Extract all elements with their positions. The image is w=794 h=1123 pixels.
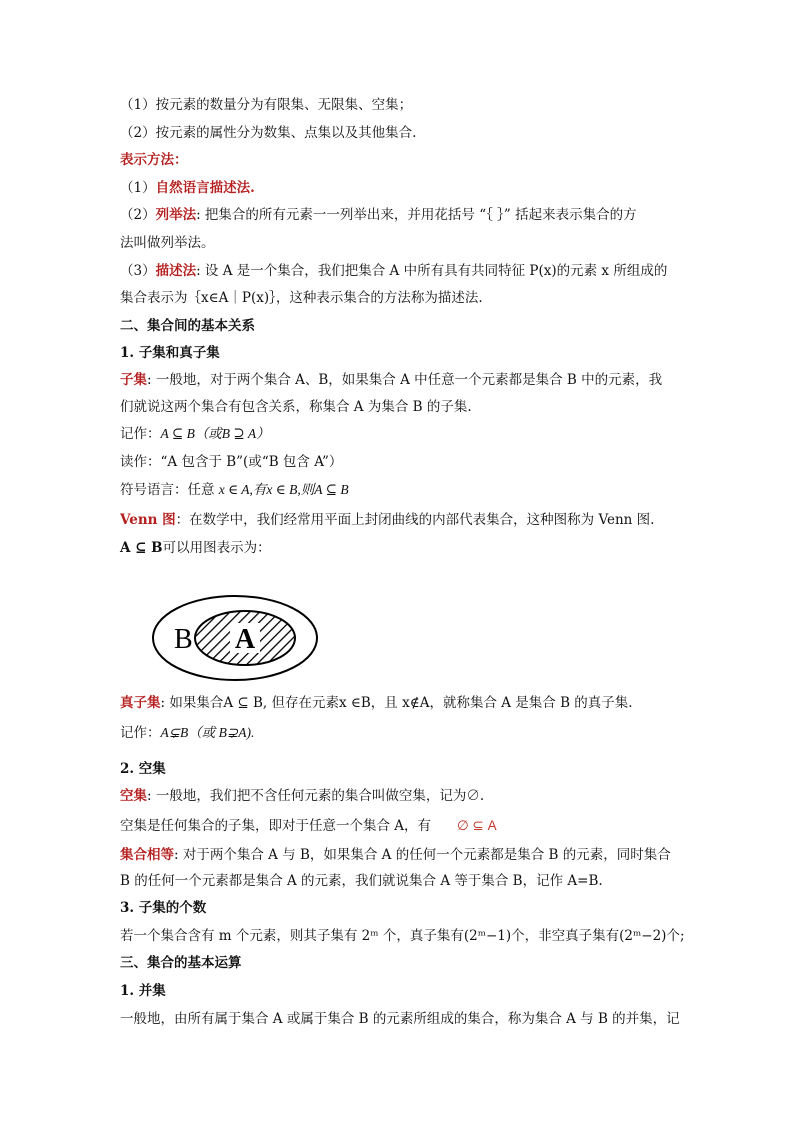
subsection-heading: 2. 空集	[120, 761, 166, 777]
definition: : 设 A 是一个集合，我们把集合 A 中所有具有共同特征 P(x)的元素 x 所组成的	[196, 263, 668, 279]
subsection-heading: 1. 并集	[120, 983, 166, 999]
label: 记作：	[120, 725, 161, 741]
section-heading: 表示方法：	[120, 152, 188, 168]
term: 空集	[120, 788, 147, 804]
text-line	[120, 511, 654, 529]
term: 描述法	[155, 263, 197, 279]
math-expression: A ⊆ B	[120, 540, 163, 556]
text-line	[120, 817, 497, 835]
math-expression: ∅ ⊆ A	[457, 818, 497, 833]
math-expression: A⊊B（或 B⊋A).	[160, 725, 255, 740]
definition: : 把集合的所有元素一一列举出来，并用花括号 “｛ ｝” 括起来表示集合的方	[196, 207, 637, 223]
outer-set-label: B	[174, 624, 193, 655]
text-line	[120, 481, 349, 499]
term: 子集	[120, 372, 147, 388]
text-line	[120, 371, 662, 389]
term: 自然语言描述法.	[155, 180, 255, 196]
section-heading: 二、集合间的基本关系	[120, 318, 255, 334]
term: 真子集	[120, 695, 161, 711]
venn-diagram	[150, 592, 320, 684]
text-line: 读作：“A 包含于 B”(或“B 包含 A”）	[120, 454, 343, 470]
text-line: 们就说这两个集合有包含关系，称集合 A 为集合 B 的子集.	[120, 399, 472, 415]
text-line: 集合表示为｛x∈A｜P(x)｝，这种表示集合的方法称为描述法.	[120, 290, 483, 306]
text-line: 法叫做列举法。	[120, 235, 215, 251]
term: 列举法	[155, 207, 197, 223]
text-line	[120, 694, 633, 712]
math-expression: x ∈ A,有x ∈ B,则A ⊆ B	[218, 482, 349, 497]
term: Venn 图	[120, 512, 176, 528]
definition: ：在数学中，我们经常用平面上封闭曲线的内部代表集合，这种图称为 Venn 图.	[175, 512, 655, 528]
text-line: 若一个集合含有 m 个元素，则其子集有 2ᵐ 个，真子集有(2ᵐ−1)个，非空真子集有(2ᵐ−2)个;	[120, 928, 685, 944]
text-line	[120, 179, 255, 197]
label: 记作：	[120, 426, 161, 442]
list-number: （2）	[120, 207, 156, 223]
text-line	[120, 539, 271, 557]
caption: 可以用图表示为：	[162, 540, 271, 556]
text-line	[120, 724, 254, 742]
section-heading: 三、集合的基本运算	[120, 955, 242, 971]
text-line	[120, 206, 637, 224]
subsection-heading: 3. 子集的个数	[120, 900, 207, 916]
definition: : 对于两个集合 A 与 B，如果集合 A 的任何一个元素都是集合 B 的元素，同时集合	[174, 847, 671, 863]
text-line	[120, 846, 671, 864]
label: 符号语言：任意	[120, 482, 219, 498]
definition: : 一般地，对于两个集合 A、B，如果集合 A 中任意一个元素都是集合 B 中的元素，我	[147, 372, 663, 388]
term: 集合相等	[120, 847, 174, 863]
math-expression: （或B ⊇ A）	[194, 426, 270, 441]
text-line: 一般地，由所有属于集合 A 或属于集合 B 的元素所组成的集合，称为集合 A 与 B 的并集，记	[120, 1011, 680, 1027]
definition: : 如果集合A ⊆ B, 但存在元素x ∈B，且 x∉A，就称集合 A 是集合 B 的真子集.	[160, 695, 633, 711]
inner-set-label: A	[234, 624, 256, 655]
definition: : 一般地，我们把不含任何元素的集合叫做空集，记为∅.	[147, 788, 485, 804]
text-line	[120, 262, 667, 280]
text-line: B 的任何一个元素都是集合 A 的元素，我们就说集合 A 等于集合 B，记作 A=B.	[120, 873, 603, 889]
text-line: （1）按元素的数量分为有限集、无限集、空集；	[120, 97, 413, 113]
math-expression: A ⊆ B	[160, 426, 195, 441]
text-line	[120, 787, 484, 805]
text-line: （2）按元素的属性分为数集、点集以及其他集合.	[120, 125, 417, 141]
statement: 空集是任何集合的子集，即对于任意一个集合 A，有	[120, 818, 432, 834]
list-number: （3）	[120, 263, 156, 279]
list-number: （1）	[120, 180, 156, 196]
subsection-heading: 1. 子集和真子集	[120, 345, 220, 361]
text-line	[120, 425, 270, 443]
